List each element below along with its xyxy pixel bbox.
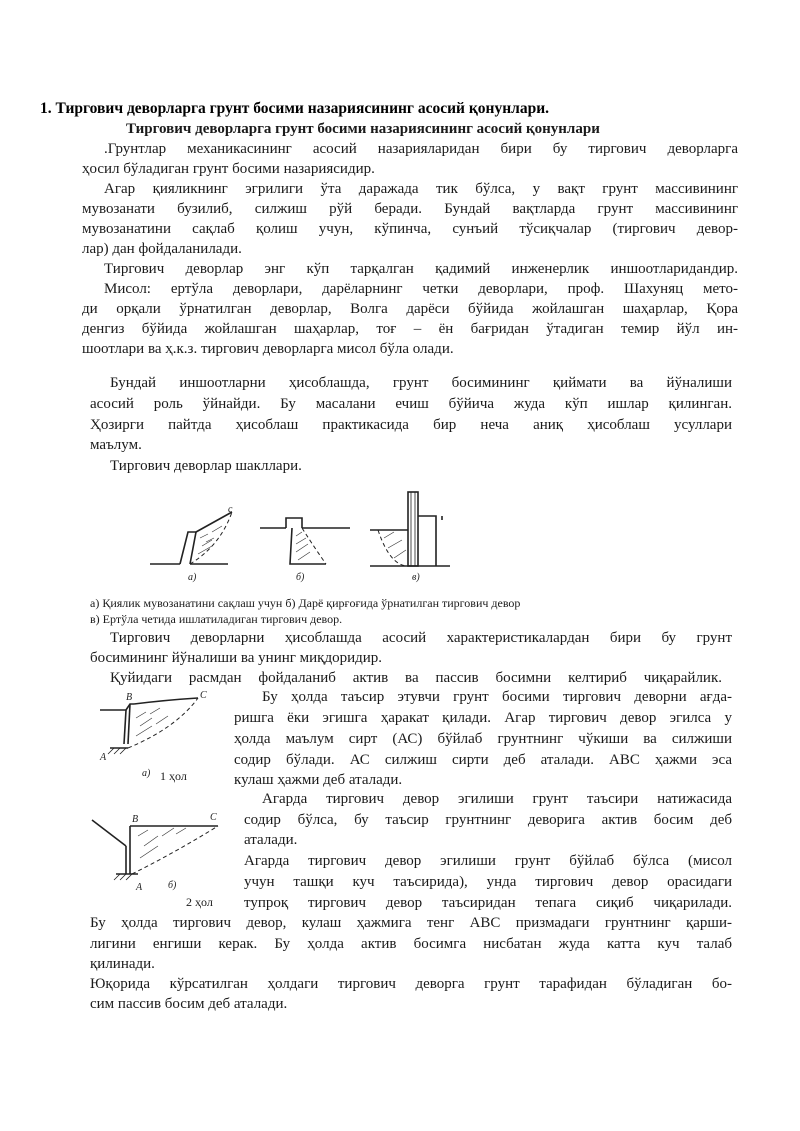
paragraph-line: Тиргович деворларни ҳисоблашда асосий характеристикалардан бири бу грунт [110,630,732,646]
figure2-caption: 1 ҳол [160,769,187,783]
slope-wall-sketch [150,504,233,583]
case2-passive-pressure-figure [86,806,246,896]
paragraph-line: лигини енгиши керак. Бу ҳолда актив босимга нисбатан жуда катта куч талаб [90,936,732,952]
paragraph-line: Агар қияликнинг эгрилиги ўта даражада тик бўлса, у вақт грунт массивининг [104,181,738,197]
label-c: c [228,504,233,515]
label-c: C [200,690,207,701]
paragraph-line: денгиз бўйида жойлашган шаҳарлар, тоғ – ён бағридан ўтадиган темир йўл ин- [82,321,738,337]
caption-b: б) [168,880,177,891]
paragraph-line: маълум. [90,437,142,453]
label-b: б) [296,572,305,583]
paragraph-line: мувозанатини сақлаб қолиш учун, кўпинча, сунъий тўсиқчалар (тиргович девор- [82,221,738,237]
case1-active-pressure-figure [86,688,236,778]
paragraph-line: .Грунтлар механикасининг асосий назарияларидан бири бу тиргович деворларга [104,141,738,157]
paragraph-line: Агарда тиргович девор эгилиши грунт бўйлаб бўлса (мисол [244,853,732,869]
label-b: В [126,692,133,703]
paragraph-line: тупроқ тиргович девор таъсиридан тепага сиқиб чиқарилади. [244,895,732,911]
paragraph-line: босимининг йўналиши ва унинг миқдоридир. [90,650,383,666]
paragraph-line: Қуйидаги расмдан фойдаланиб актив ва пассив босимни келтириб чиқарайлик. [110,670,722,686]
label-c: С [210,812,217,823]
paragraph-line: Бу ҳолда таъсир этувчи грунт босими тиргович деворни ағда- [262,689,732,705]
retaining-wall-shapes-figure [150,486,470,586]
paragraph-line: асосий роль ўйнайди. Бу масалани ечиш бўйича жуда кўп ишлар қилинган. [90,396,732,412]
paragraph-line: кулаш ҳажми деб аталади. [234,772,403,788]
paragraph-line: қилинади. [90,956,155,972]
paragraph-line: ди орқали ўрнатилган деворлар, Волга дарёси бўйида жойлашган шаҳарлар, Қора [82,301,738,317]
paragraph-line: Тиргович деворлар энг кўп тарқалган қадимий инженерлик иншоотларидандир. [104,261,738,277]
paragraph-line: Юқорида кўрсатилган ҳолдаги тиргович деворга грунт тарафидан бўладиган бо- [90,976,732,992]
paragraph-line: Бу ҳолда тиргович девор, кулаш ҳажмига тенг АВС призмадаги грунтнинг қарши- [90,915,732,931]
paragraph-line: шоотлари ва ҳ.к.з. тиргович деворларга мисол бўла олади. [82,341,454,357]
paragraph-line: Ҳозирги пайтда ҳисоблаш практикасида бир неча аниқ ҳисоблаш усуллари [90,417,732,433]
paragraph-line: ришга ёки эгишга ҳаракат қилади. Агар тиргович девор эгилса у [234,710,732,726]
river-bank-wall-sketch [260,518,350,583]
paragraph-line: лар) дан фойдаланилади. [82,241,242,257]
figure3-caption: 2 ҳол [186,895,213,909]
figure1-caption: в) Ертўла четида ишлатиладиган тиргович девор. [90,612,343,626]
paragraph-line: сим пассив босим деб аталади. [90,996,288,1012]
figure1-caption: а) Қиялик мувозанатини сақлаш учун б) Дарё қирғоғида ўрнатилган тиргович девор [90,596,521,610]
paragraph-line: содир бўлса, бу таъсир грунтнинг деворига актив босим деб [244,812,732,828]
label-a: А [136,882,143,893]
paragraph-line: ҳосил бўладиган грунт босими назариясидир. [82,161,375,177]
label-v: в) [412,572,420,583]
label-b: В [132,814,139,825]
label-a: а) [188,572,197,583]
caption-a: а) [142,768,151,779]
paragraph-line: Бундай иншоотларни ҳисоблашда, грунт босимининг қиймати ва йўналиши [110,375,732,391]
paragraph-line: аталади. [244,832,298,848]
paragraph-line: Агарда тиргович девор эгилиши грунт таъсири натижасида [262,791,732,807]
paragraph-line: учун ташқи куч таъсирида), унда тиргович девор орасидаги [244,874,732,890]
paragraph-line: ҳолда маълум сирт (АС) бўйлаб грунтнинг чўкиши ва силжиши [234,731,732,747]
paragraph-line: Мисол: ертўла деворлари, дарёларнинг четки деворлари, проф. Шахуняц мето- [104,281,738,297]
label-a: A [100,752,107,763]
section-heading: 1. Тиргович деворларга грунт босими назариясининг асосий қонунлари. [40,100,550,117]
basement-wall-sketch [370,492,450,583]
paragraph-line: содир бўлади. АС силжиш сирти деб аталади. АВС ҳажми эса [234,752,732,768]
paragraph-line: мувозанати бузилиб, силжиш рўй беради. Бундай вақтларда грунт массивининг [82,201,738,217]
subheading: Тиргович деворларга грунт босими назариясининг асосий қонунлари [126,121,600,137]
shapes-title: Тиргович деворлар шакллари. [110,458,302,474]
